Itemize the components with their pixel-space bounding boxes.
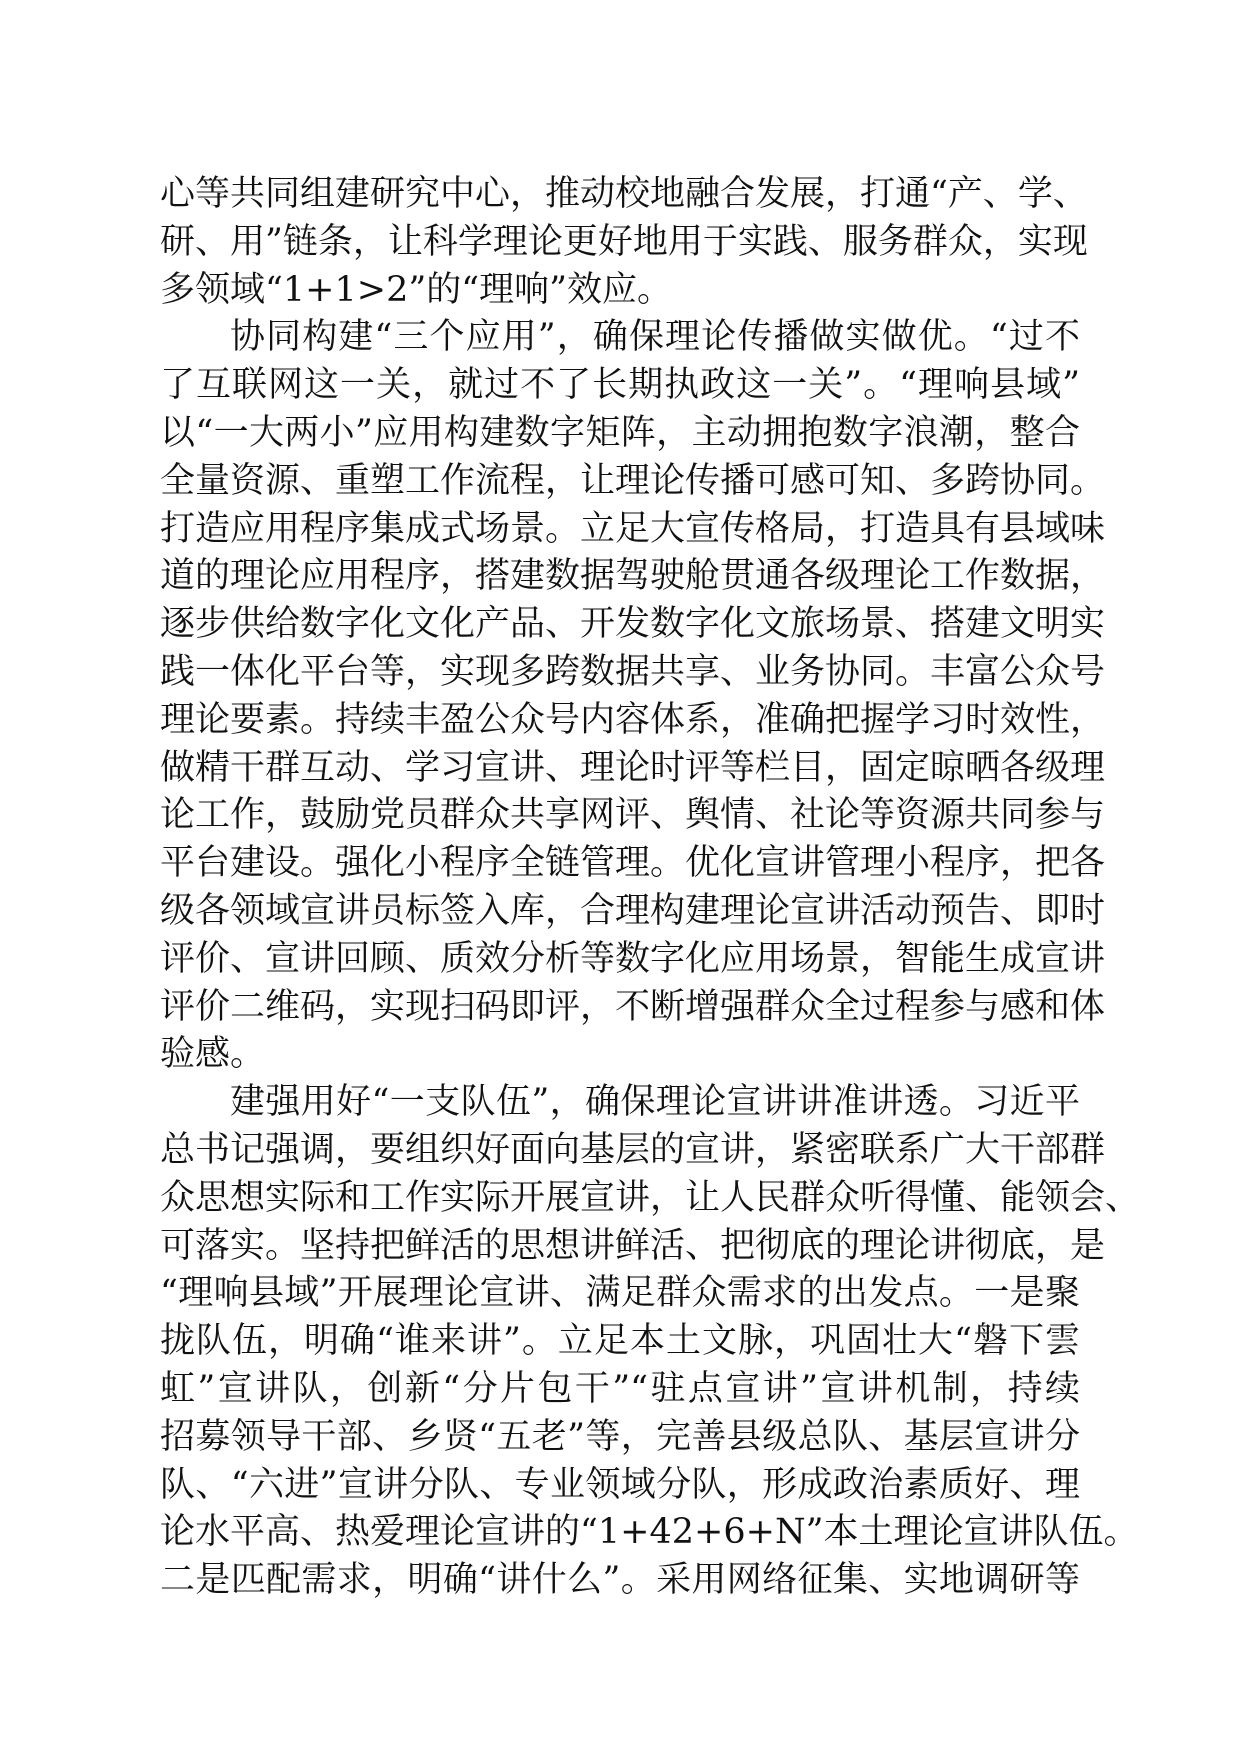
text-line: 论水平高、热爱理论宣讲的“1+42+6+N”本土理论宣讲队伍。	[160, 1512, 1139, 1553]
text-line: 全量资源、重塑工作流程，让理论传播可感可知、多跨协同。	[160, 460, 1106, 501]
text-line: 总书记强调，要组织好面向基层的宣讲，紧密联系广大干部群	[160, 1129, 1106, 1170]
text-line: 做精干群互动、学习宣讲、理论时评等栏目，固定晾晒各级理	[160, 747, 1106, 788]
text-line: 验感。	[160, 1034, 266, 1075]
text-line: 了互联网这一关，就过不了长期执政这一关”。“理响县域”	[160, 365, 1080, 406]
paragraph-first-line: 建强用好“一支队伍”，确保理论宣讲讲准讲透。习近平	[230, 1082, 1080, 1123]
text-line: 打造应用程序集成式场景。立足大宣传格局，打造具有县域味	[160, 508, 1106, 549]
text-line: 队、“六进”宣讲分队、专业领域分队，形成政治素质好、理	[160, 1464, 1080, 1505]
text-line: 拢队伍，明确“谁来讲”。立足本土文脉，巩固壮大“磐下雲	[160, 1321, 1080, 1362]
text-line: 评价、宣讲回顾、质效分析等数字化应用场景，智能生成宣讲	[160, 938, 1106, 979]
text-line: 以“一大两小”应用构建数字矩阵，主动拥抱数字浪潮，整合	[160, 412, 1080, 453]
text-line: 论工作，鼓励党员群众共享网评、舆情、社论等资源共同参与	[160, 795, 1106, 836]
text-line: 评价二维码，实现扫码即评，不断增强群众全过程参与感和体	[160, 986, 1106, 1027]
text-line: 众思想实际和工作实际开展宣讲，让人民群众听得懂、能领会、	[160, 1177, 1141, 1218]
text-line: 研、用”链条，让科学理论更好地用于实践、服务群众，实现	[160, 221, 1088, 262]
text-line: 理论要素。持续丰盈公众号内容体系，准确把握学习时效性，	[160, 699, 1106, 740]
text-line: “理响县域”开展理论宣讲、满足群众需求的出发点。一是聚	[160, 1273, 1080, 1314]
text-line: 道的理论应用程序，搭建数据驾驶舱贯通各级理论工作数据，	[160, 556, 1106, 597]
text-line: 心等共同组建研究中心，推动校地融合发展，打通“产、学、	[160, 174, 1088, 214]
paragraph-first-line: 协同构建“三个应用”，确保理论传播做实做优。“过不	[230, 317, 1080, 358]
text-line: 二是匹配需求，明确“讲什么”。采用网络征集、实地调研等	[160, 1560, 1080, 1601]
text-line: 逐步供给数字化文化产品、开发数字化文旅场景、搭建文明实	[160, 604, 1106, 645]
text-line: 多领域“1+1>2”的“理响”效应。	[160, 269, 673, 310]
text-line: 虹”宣讲队，创新“分片包干”“驻点宣讲”宣讲机制，持续	[160, 1368, 1080, 1409]
text-line: 践一体化平台等，实现多跨数据共享、业务协同。丰富公众号	[160, 651, 1106, 692]
text-line: 可落实。坚持把鲜活的思想讲鲜活、把彻底的理论讲彻底，是	[160, 1225, 1106, 1266]
text-line: 级各领域宣讲员标签入库，合理构建理论宣讲活动预告、即时	[160, 890, 1106, 931]
text-line: 招募领导干部、乡贤“五老”等，完善县级总队、基层宣讲分	[160, 1416, 1080, 1457]
body-text	[160, 171, 1141, 1605]
text-line: 平台建设。强化小程序全链管理。优化宣讲管理小程序，把各	[160, 843, 1106, 884]
